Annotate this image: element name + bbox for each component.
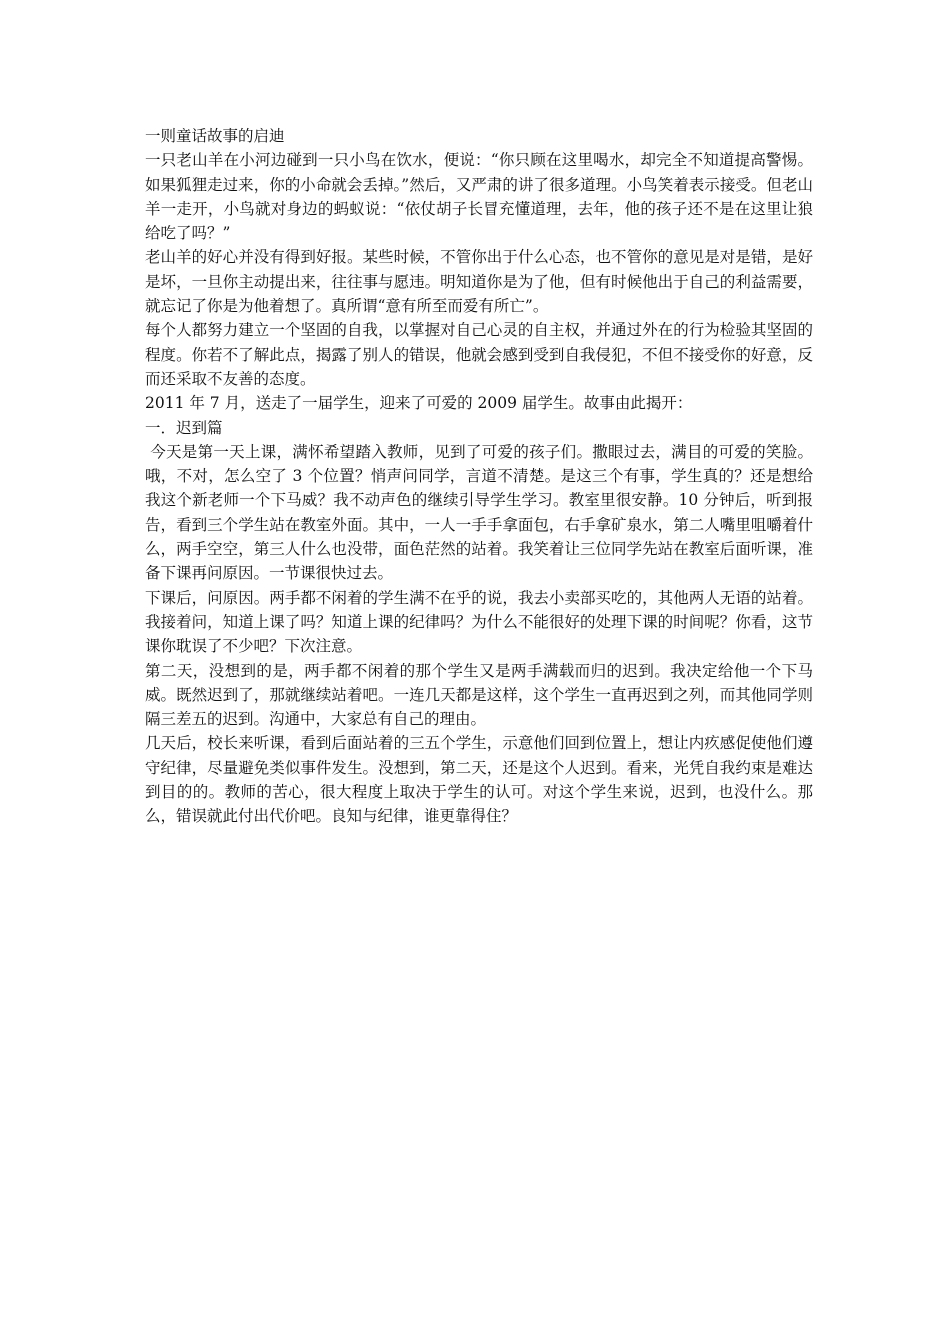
paragraph-second-day: 第二天，没想到的是，两手都不闲着的那个学生又是两手满载而归的迟到。我决定给他一个下马威。既然迟到了，那就继续站着吧。一连几天都是这样，这个学生一直再迟到之列，而其他同学则隔三差五的迟到。沟通中，大家总有自己的理由。 bbox=[145, 661, 813, 729]
paragraph-principal-visit: 几天后，校长来听课，看到后面站着的三五个学生，示意他们回到位置上，想让内疚感促使他们遵守纪律，尽量避免类似事件发生。没想到，第二天，还是这个人迟到。看来，光凭自我约束是难达到目的的。教师的苦心，很大程度上取决于学生的认可。对这个学生来说，迟到，也没什么。那么，错误就此付出代价吧。良知与纪律，谁更靠得住？ bbox=[145, 734, 813, 826]
paragraph-story-start: 2011 年 7 月，送走了一届学生，迎来了可爱的 2009 届学生。故事由此揭开： bbox=[145, 394, 693, 413]
paragraph-first-day: 今天是第一天上课，满怀希望踏入教师，见到了可爱的孩子们。撒眼过去，满目的可爱的笑脸。哦，不对，怎么空了 3 个位置？悄声问同学，言道不清楚。是这三个有事，学生真的？还是想给我这个新老师一个下马威？我不动声色的继续引导学生学习。教室里很安静。10 分钟后，听到报告，看到三个学生站在教室外面。其中，一人一手手拿面包，右手拿矿泉水，第二人嘴里咀嚼着什么，两手空空，第三人什么也没带，面色茫然的站着。我笑着让三位同学先站在教室后面听课，准备下课再问原因。一节课很快过去。 bbox=[145, 442, 813, 583]
paragraph-self-ego: 每个人都努力建立一个坚固的自我，以掌握对自己心灵的自主权，并通过外在的行为检验其坚固的程度。你若不了解此点，揭露了别人的错误，他就会感到受到自我侵犯，不但不接受你的好意，反而还采取不友善的态度。 bbox=[145, 321, 813, 388]
paragraph-after-class: 下课后，问原因。两手都不闲着的学生满不在乎的说，我去小卖部买吃的，其他两人无语的站着。我接着问，知道上课了吗？知道上课的纪律吗？为什么不能很好的处理下课的时间呢？你看，这节课你耽误了不少吧？下次注意。 bbox=[145, 588, 813, 656]
document-body bbox=[145, 124, 813, 829]
document-title: 一则童话故事的启迪 bbox=[145, 127, 285, 145]
section-heading-late: 一．迟到篇 bbox=[145, 418, 223, 437]
paragraph-goat-kindness: 老山羊的好心并没有得到好报。某些时候，不管你出于什么心态，也不管你的意见是对是错，是好是坏，一旦你主动提出来，往往事与愿违。明知道你是为了他，但有时候他出于自己的利益需要，就忘记了你是为他着想了。真所谓“意有所至而爱有所亡”。 bbox=[145, 248, 813, 316]
paragraph-fable: 一只老山羊在小河边碰到一只小鸟在饮水，便说：“你只顾在这里喝水，却完全不知道提高警惕。如果狐狸走过来，你的小命就会丢掉。”然后，又严肃的讲了很多道理。小鸟笑着表示接受。但老山羊一走开，小鸟就对身边的蚂蚁说：“依仗胡子长冒充懂道理，去年，他的孩子还不是在这里让狼给吃了吗？” bbox=[145, 151, 813, 243]
